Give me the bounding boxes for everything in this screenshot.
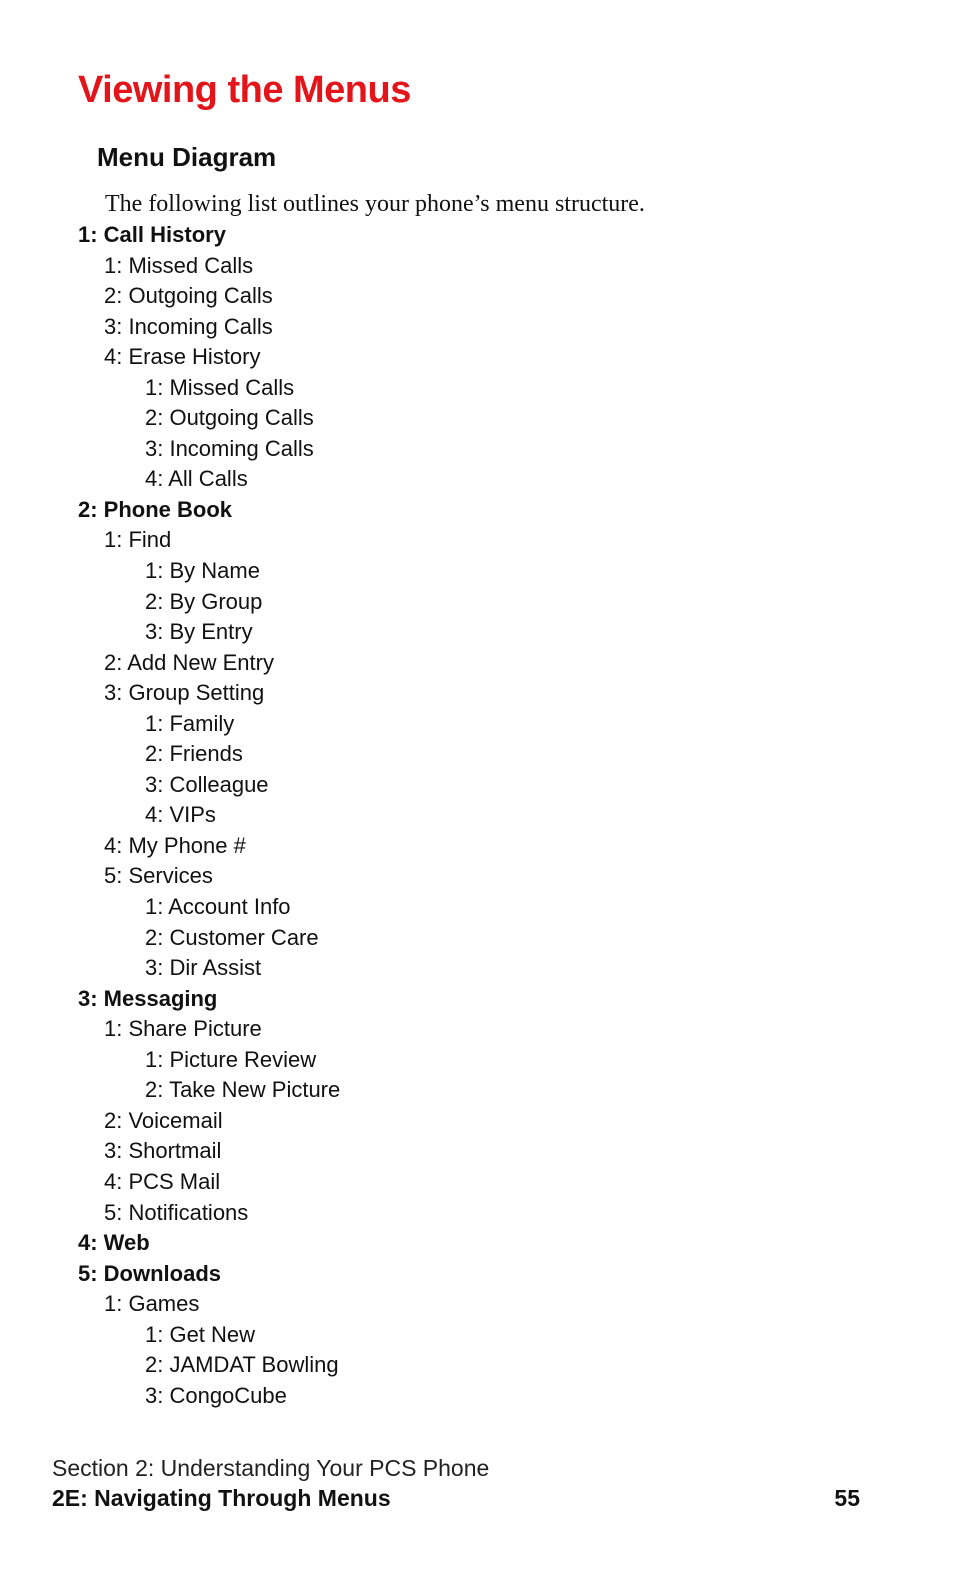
menu-item: 5: Services <box>104 863 213 889</box>
menu-item: 1: Missed Calls <box>104 252 254 278</box>
menu-item: 2: Voicemail <box>104 1107 223 1133</box>
menu-item: 3: Incoming Calls <box>104 313 273 339</box>
submenu-item: 2: Friends <box>145 741 243 767</box>
menu-item: 2: Add New Entry <box>104 649 274 675</box>
menu-item: 5: Notifications <box>104 1199 249 1225</box>
submenu-item: 4: All Calls <box>145 466 248 492</box>
submenu-item: 1: Picture Review <box>145 1046 317 1072</box>
submenu-item: 2: Customer Care <box>145 924 319 950</box>
intro-paragraph: The following list outlines your phone’s menu structure. <box>105 191 645 217</box>
submenu-item: 3: Dir Assist <box>145 955 262 981</box>
submenu-item: 1: By Name <box>145 558 260 584</box>
submenu-item: 3: Incoming Calls <box>145 435 314 461</box>
submenu-item: 2: JAMDAT Bowling <box>145 1352 339 1378</box>
menu-category: 2: Phone Book <box>78 496 233 522</box>
menu-item: 1: Games <box>104 1291 200 1317</box>
menu-category: 3: Messaging <box>78 985 218 1011</box>
menu-item: 3: Group Setting <box>104 680 265 706</box>
submenu-item: 2: By Group <box>145 588 263 614</box>
menu-item: 1: Find <box>104 527 172 553</box>
menu-category: 1: Call History <box>78 222 226 247</box>
menu-item: 4: Erase History <box>104 344 261 370</box>
page-number: 55 <box>834 1485 860 1511</box>
submenu-item: 1: Missed Calls <box>145 374 295 400</box>
menu-item: 4: My Phone # <box>104 832 246 858</box>
page-title: Viewing the Menus <box>78 69 411 111</box>
menu-item: 4: PCS Mail <box>104 1168 221 1194</box>
menu-category: 4: Web <box>78 1230 150 1256</box>
section-heading: Menu Diagram <box>97 142 277 172</box>
submenu-item: 3: CongoCube <box>145 1382 287 1408</box>
submenu-item: 1: Family <box>145 710 235 736</box>
menu-item: 3: Shortmail <box>104 1138 222 1164</box>
submenu-item: 4: VIPs <box>145 802 216 828</box>
footer-chapter-title: 2E: Navigating Through Menus <box>52 1485 391 1511</box>
submenu-item: 2: Outgoing Calls <box>145 405 314 431</box>
submenu-item: 3: By Entry <box>145 619 253 645</box>
footer-section-title: Section 2: Understanding Your PCS Phone <box>52 1455 490 1481</box>
submenu-item: 3: Colleague <box>145 771 269 797</box>
menu-category: 5: Downloads <box>78 1260 222 1286</box>
submenu-item: 1: Account Info <box>145 894 291 920</box>
submenu-item: 2: Take New Picture <box>145 1077 341 1103</box>
menu-diagram-list <box>0 220 954 1411</box>
menu-item: 2: Outgoing Calls <box>104 283 273 309</box>
menu-item: 1: Share Picture <box>104 1016 262 1042</box>
submenu-item: 1: Get New <box>145 1321 256 1347</box>
